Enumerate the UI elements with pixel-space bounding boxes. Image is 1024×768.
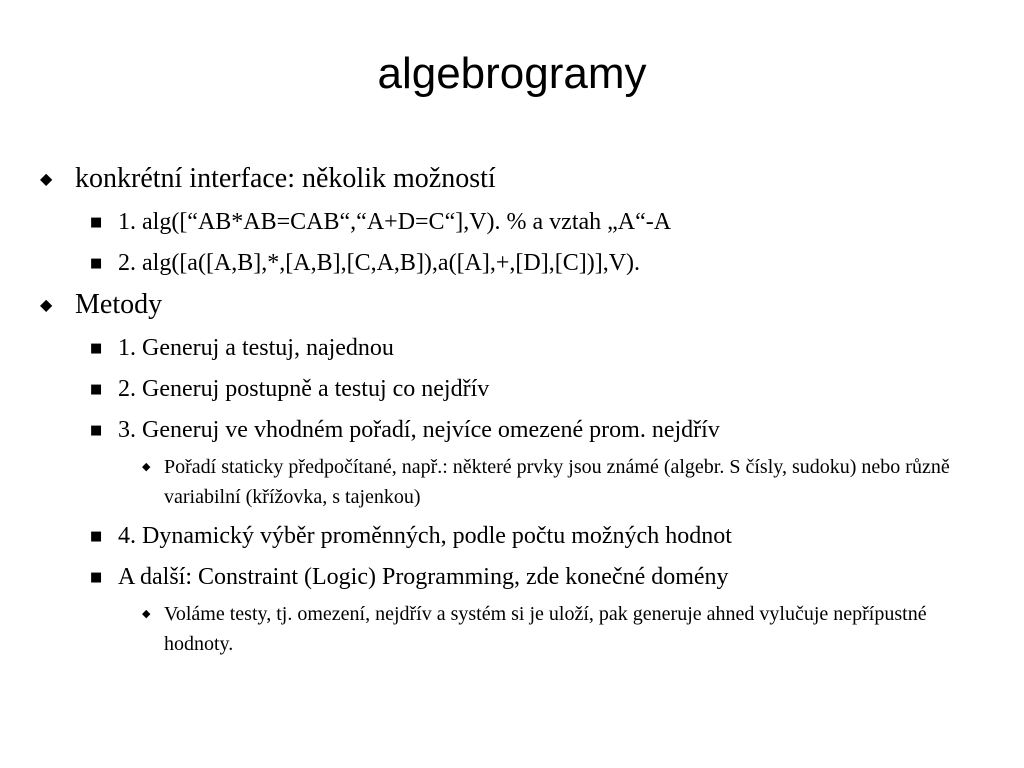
square-bullet-icon: ■ bbox=[90, 215, 103, 230]
list-item bbox=[40, 160, 1000, 198]
square-bullet-icon: ■ bbox=[90, 341, 103, 356]
list-item-text: Pořadí staticky předpočítané, např.: některé prvky jsou známé (algebr. S čísly, sudoku) nebo různě variabilní (křížovka, s tajenkou) bbox=[164, 456, 950, 508]
list-item-text: 2. Generuj postupně a testuj co nejdřív bbox=[118, 376, 490, 402]
square-bullet-icon: ■ bbox=[90, 256, 103, 271]
list-item bbox=[40, 206, 1000, 239]
square-bullet-icon: ■ bbox=[90, 423, 103, 438]
square-bullet-icon: ■ bbox=[90, 529, 103, 544]
square-bullet-icon: ■ bbox=[90, 570, 103, 585]
diamond-bullet-icon: ◆ bbox=[40, 295, 53, 314]
list-item-text: Voláme testy, tj. omezení, nejdřív a systém si je uloží, pak generuje ahned vylučuje nepřípustné hodnoty. bbox=[164, 603, 927, 655]
list-item bbox=[40, 561, 1000, 594]
list-item-text: 1. alg([“AB*AB=CAB“,“A+D=C“],V). % a vztah „A“-A bbox=[118, 209, 672, 235]
list-item bbox=[40, 332, 1000, 365]
list-item-text: Metody bbox=[75, 289, 163, 320]
list-item-text: 1. Generuj a testuj, najednou bbox=[118, 335, 394, 361]
square-bullet-icon: ■ bbox=[90, 382, 103, 397]
bullet-list bbox=[40, 160, 1000, 659]
list-item bbox=[40, 286, 1000, 324]
diamond-bullet-icon: ◆ bbox=[40, 169, 53, 188]
list-item bbox=[40, 373, 1000, 406]
list-item-text: A další: Constraint (Logic) Programming, zde konečné domény bbox=[118, 564, 729, 590]
diamond-bullet-icon: ◆ bbox=[142, 460, 151, 473]
list-item bbox=[40, 247, 1000, 280]
list-item bbox=[40, 520, 1000, 553]
list-item-text: 4. Dynamický výběr proměnných, podle počtu možných hodnot bbox=[118, 523, 732, 549]
list-item-text: konkrétní interface: několik možností bbox=[75, 163, 496, 194]
list-item-text: 2. alg([a([A,B],*,[A,B],[C,A,B]),a([A],+,[D],[C])],V). bbox=[118, 250, 641, 276]
list-item bbox=[40, 452, 1000, 512]
list-item-text: 3. Generuj ve vhodném pořadí, nejvíce omezené prom. nejdřív bbox=[118, 417, 720, 443]
slide-title: algebrogramy bbox=[377, 49, 647, 98]
list-item bbox=[40, 414, 1000, 447]
list-item bbox=[40, 599, 1000, 659]
diamond-bullet-icon: ◆ bbox=[142, 607, 151, 620]
